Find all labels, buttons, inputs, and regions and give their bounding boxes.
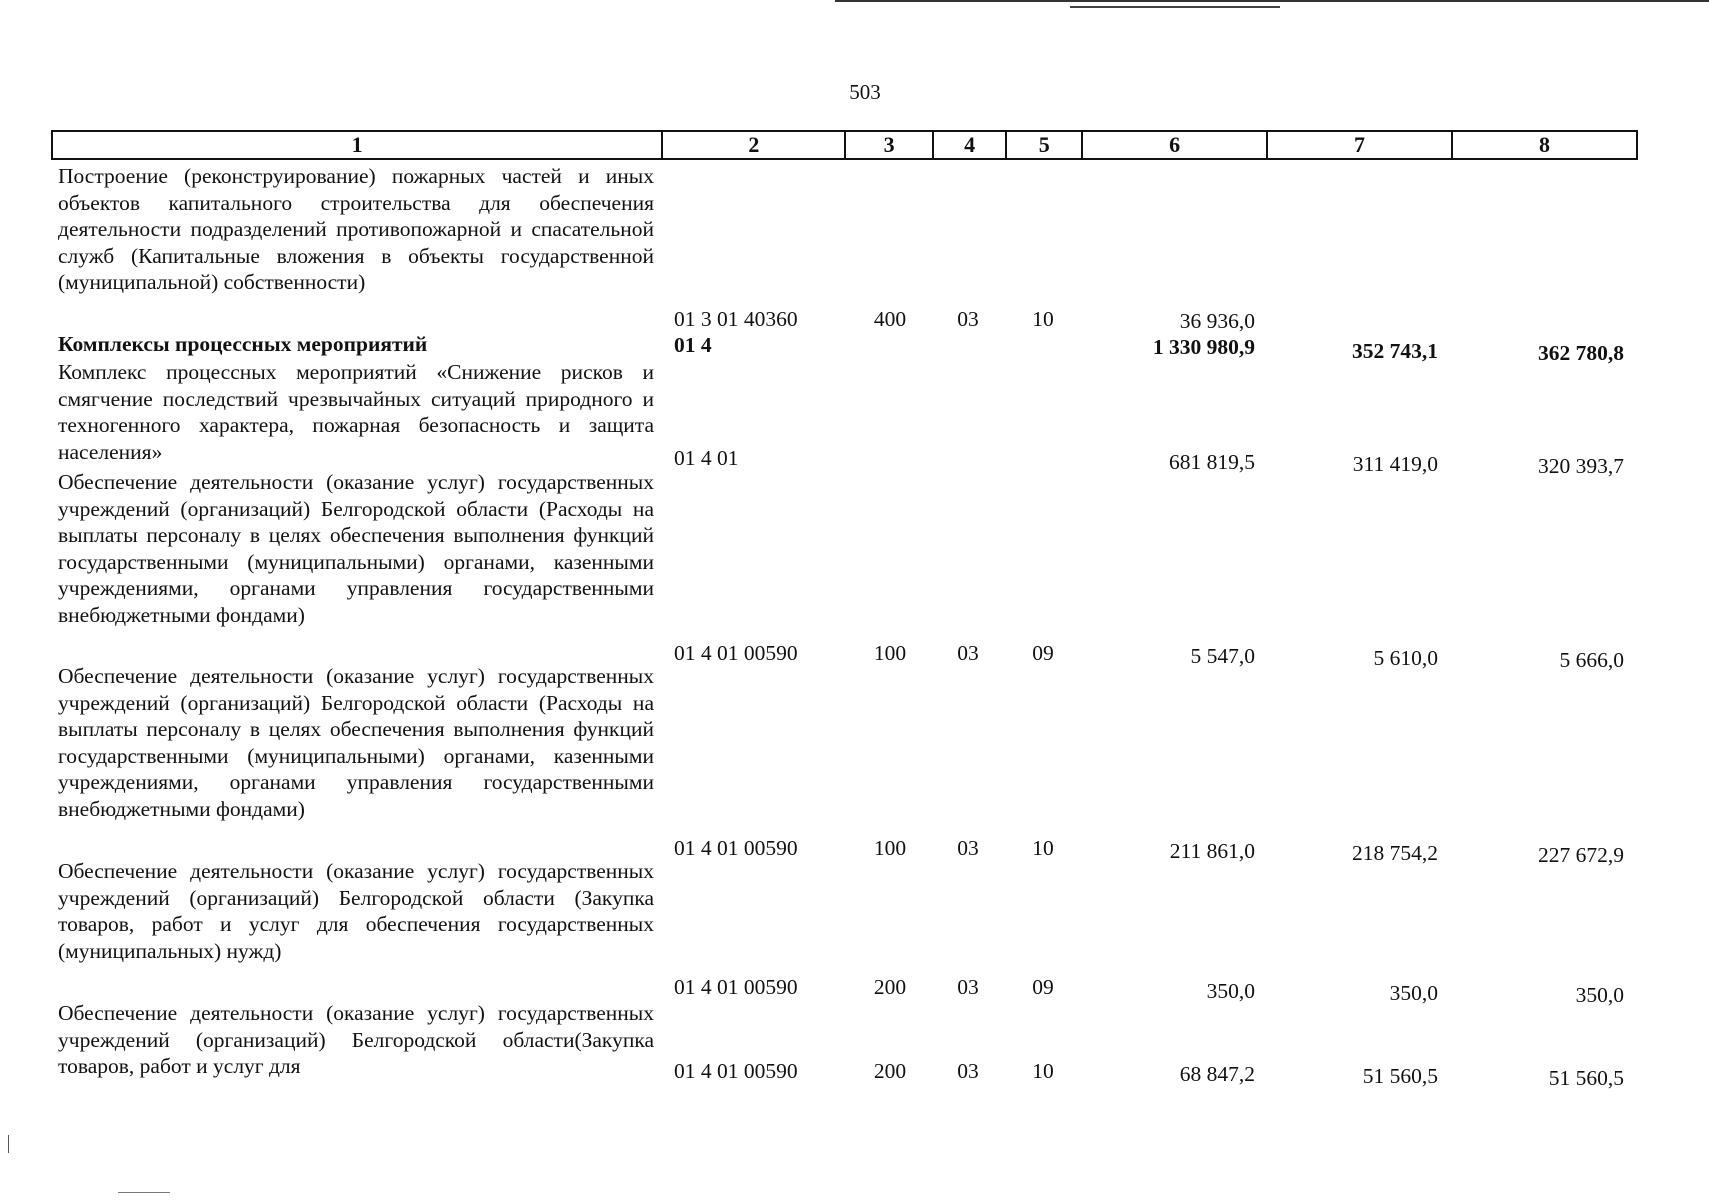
row-col7: 350,0: [1389, 981, 1438, 1005]
row-col3: 100: [873, 836, 907, 860]
row-col3: 400: [873, 307, 907, 331]
row-code: 01 4 01 00590: [674, 1059, 798, 1083]
row-col5: 10: [1032, 307, 1054, 331]
row-col6: 350,0: [1206, 979, 1255, 1003]
column-header-5: 5: [1006, 131, 1082, 159]
row-col5: 10: [1032, 1059, 1054, 1083]
row-name: Обеспечение деятельности (оказание услуг) государственных учреждений (организаций) Белгородской области (Закупка товаров, работ и услуг для обеспечения государственных (муниципальных) нужд): [58, 859, 654, 963]
scan-artifact: [118, 1192, 170, 1193]
row-col7: 5 610,0: [1373, 646, 1438, 670]
row-col8: 362 780,8: [1538, 341, 1624, 365]
row-col3: 200: [873, 975, 907, 999]
page-number: 503: [849, 80, 881, 104]
scan-edge-line: [1070, 6, 1280, 8]
row-col4: 03: [957, 307, 979, 331]
row-col8: 51 560,5: [1548, 1066, 1624, 1090]
row-col4: 03: [957, 836, 979, 860]
column-header-2: 2: [662, 131, 845, 159]
row-col5: 09: [1032, 975, 1054, 999]
row-col6: 5 547,0: [1190, 644, 1255, 668]
column-header-row: [52, 131, 1637, 159]
row-col5: 10: [1032, 836, 1054, 860]
row-col8: 5 666,0: [1559, 648, 1624, 672]
row-col3: 100: [873, 641, 907, 665]
column-header-3: 3: [845, 131, 933, 159]
column-header-4: 4: [933, 131, 1007, 159]
row-col5: 09: [1032, 641, 1054, 665]
row-col6: 68 847,2: [1179, 1062, 1255, 1086]
column-header-6: 6: [1082, 131, 1267, 159]
row-col6: 681 819,5: [1169, 450, 1255, 474]
row-col4: 03: [957, 1059, 979, 1083]
row-col6: 1 330 980,9: [1152, 335, 1255, 359]
row-name: Комплексы процессных мероприятий: [58, 332, 428, 356]
row-col7: 352 743,1: [1352, 339, 1438, 363]
row-col6: 36 936,0: [1179, 309, 1255, 333]
scan-artifact: [8, 1135, 9, 1153]
row-col8: 350,0: [1575, 983, 1624, 1007]
row-name: Обеспечение деятельности (оказание услуг) государственных учреждений (организаций) Белгородской области (Расходы на выплаты персоналу в целях обеспечения выполнения функций государственными (муниципальными) органами, казенными учреждениями, органами управления государственными внебюджетными фондами): [58, 664, 654, 821]
row-col7: 311 419,0: [1352, 452, 1438, 476]
row-col7: 218 754,2: [1352, 841, 1438, 865]
column-header-table: [51, 130, 1638, 160]
row-col8: 320 393,7: [1538, 454, 1624, 478]
row-col4: 03: [957, 975, 979, 999]
scan-edge-line: [835, 0, 1709, 2]
row-name: Обеспечение деятельности (оказание услуг) государственных учреждений (организаций) Белгородской области(Закупка товаров, работ и услуг для: [58, 1001, 654, 1079]
row-col3: 200: [873, 1059, 907, 1083]
row-name: Обеспечение деятельности (оказание услуг) государственных учреждений (организаций) Белгородской области (Расходы на выплаты персоналу в целях обеспечения выполнения функций государственными (муниципальными) органами, казенными учреждениями, органами управления государственными внебюджетными фондами): [58, 470, 654, 627]
row-col8: 227 672,9: [1538, 843, 1624, 867]
row-code: 01 4 01: [674, 446, 739, 470]
row-name: Построение (реконструирование) пожарных частей и иных объектов капитального строительства для обеспечения деятельности подразделений противопожарной и спасательной служб (Капитальные вложения в объекты государственной (муниципальной) собственности): [58, 164, 654, 295]
row-code: 01 4: [674, 333, 712, 357]
row-code: 01 4 01 00590: [674, 975, 798, 999]
row-col4: 03: [957, 641, 979, 665]
row-code: 01 3 01 40360: [674, 307, 798, 331]
column-header-1: 1: [52, 131, 662, 159]
row-code: 01 4 01 00590: [674, 836, 798, 860]
column-header-7: 7: [1267, 131, 1452, 159]
column-header-8: 8: [1452, 131, 1637, 159]
row-col6: 211 861,0: [1169, 839, 1255, 863]
row-col7: 51 560,5: [1362, 1064, 1438, 1088]
row-name: Комплекс процессных мероприятий «Снижение рисков и смягчение последствий чрезвычайных ситуаций природного и техногенного характера, пожарная безопасность и защита населения»: [58, 360, 654, 464]
row-code: 01 4 01 00590: [674, 641, 798, 665]
